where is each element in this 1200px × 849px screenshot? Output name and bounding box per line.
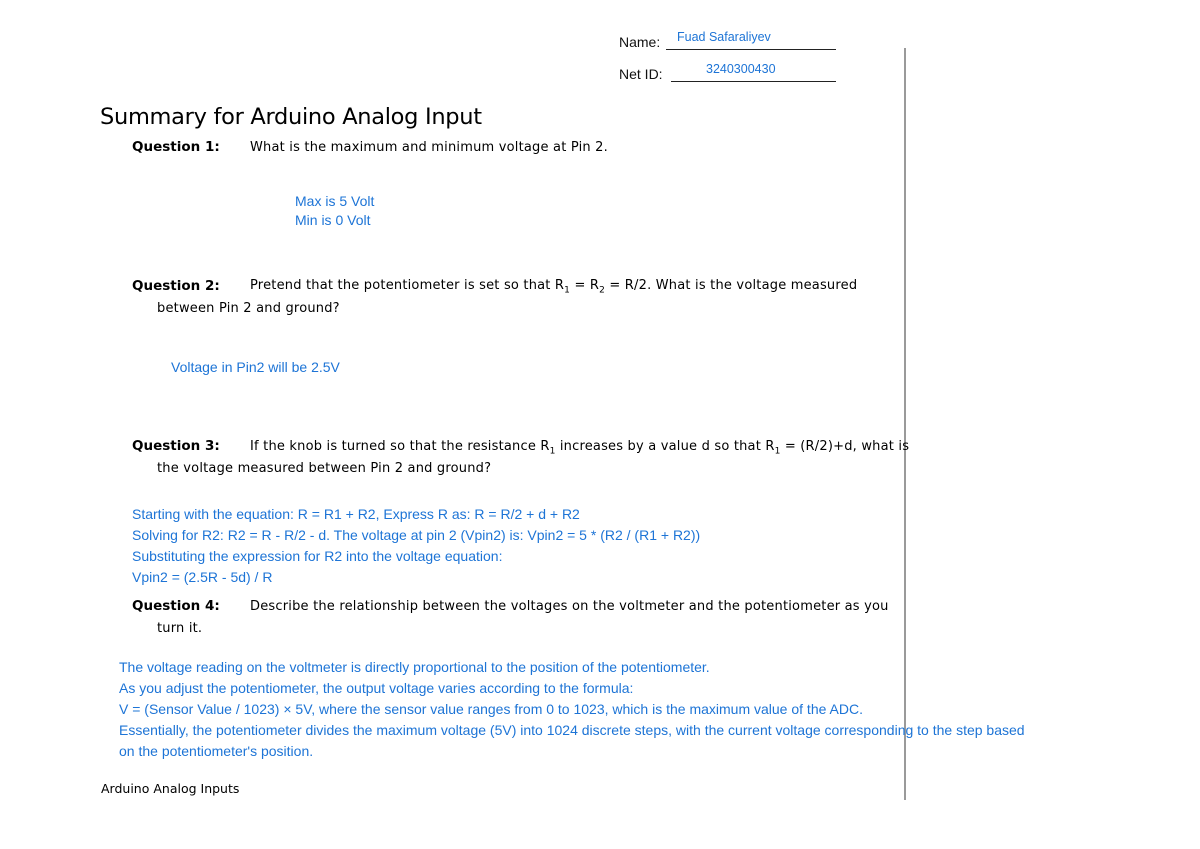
- question-1-label: Question 1:: [132, 139, 220, 155]
- answer-line: Min is 0 Volt: [295, 212, 371, 228]
- question-4-text-line2: turn it.: [157, 621, 203, 636]
- q3-sub2: 1: [774, 446, 781, 457]
- question-2-text-line1: [250, 278, 857, 296]
- q2-sub1: 1: [564, 285, 571, 296]
- answer-line: Solving for R2: R2 = R - R/2 - d. The voltage at pin 2 (Vpin2) is: Vpin2 = 5 * (R2 / (R1 + R2)): [132, 527, 701, 543]
- netid-value[interactable]: 3240300430: [706, 62, 776, 76]
- answer-line: V = (Sensor Value / 1023) × 5V, where the sensor value ranges from 0 to 1023, which is the maximum value of the ADC.: [119, 701, 863, 717]
- answer-line: on the potentiometer's position.: [119, 743, 314, 759]
- q2-text-b: = R: [570, 278, 600, 293]
- q2-text-c: = R/2. What is the voltage measured: [605, 278, 858, 293]
- name-label: Name:: [619, 34, 661, 50]
- question-4-text-line1: Describe the relationship between the voltages on the voltmeter and the potentiometer as you: [250, 599, 889, 614]
- answer-line: Vpin2 = (2.5R - 5d) / R: [132, 569, 273, 585]
- netid-underline: [671, 81, 836, 82]
- question-2-label: Question 2:: [132, 278, 220, 294]
- question-4-label: Question 4:: [132, 598, 220, 614]
- q3-sub1: 1: [549, 446, 556, 457]
- q3-text-b: increases by a value d so that R: [555, 439, 775, 454]
- netid-label: Net ID:: [619, 66, 663, 82]
- question-3-answer: [132, 504, 700, 588]
- answer-line: The voltage reading on the voltmeter is directly proportional to the position of the potentiometer.: [119, 659, 710, 675]
- page-title: Summary for Arduino Analog Input: [100, 104, 482, 130]
- question-2-text-line2: between Pin 2 and ground?: [157, 301, 340, 316]
- q2-text-a: Pretend that the potentiometer is set so that R: [250, 278, 565, 293]
- q3-text-a: If the knob is turned so that the resistance R: [250, 439, 550, 454]
- answer-line: As you adjust the potentiometer, the output voltage varies according to the formula:: [119, 680, 634, 696]
- name-value[interactable]: Fuad Safaraliyev: [677, 30, 771, 44]
- q2-sub2: 2: [599, 285, 606, 296]
- question-3-text-line2: the voltage measured between Pin 2 and ground?: [157, 461, 492, 476]
- q3-text-c: = (R/2)+d, what is: [780, 439, 910, 454]
- question-4-answer: [119, 657, 1025, 762]
- question-1-text: What is the maximum and minimum voltage at Pin 2.: [250, 140, 608, 155]
- question-1-answer: [295, 192, 374, 230]
- answer-line: Essentially, the potentiometer divides the maximum voltage (5V) into 1024 discrete steps, with the current voltage corresponding to the step based: [119, 722, 1025, 738]
- answer-line: Max is 5 Volt: [295, 193, 375, 209]
- answer-line: Substituting the expression for R2 into the voltage equation:: [132, 548, 503, 564]
- question-3-label: Question 3:: [132, 438, 220, 454]
- question-2-answer: Voltage in Pin2 will be 2.5V: [171, 359, 340, 375]
- page-footer: Arduino Analog Inputs: [101, 781, 240, 796]
- answer-line: Starting with the equation: R = R1 + R2, Express R as: R = R/2 + d + R2: [132, 506, 580, 522]
- name-underline: [666, 49, 836, 50]
- question-3-text-line1: [250, 439, 909, 457]
